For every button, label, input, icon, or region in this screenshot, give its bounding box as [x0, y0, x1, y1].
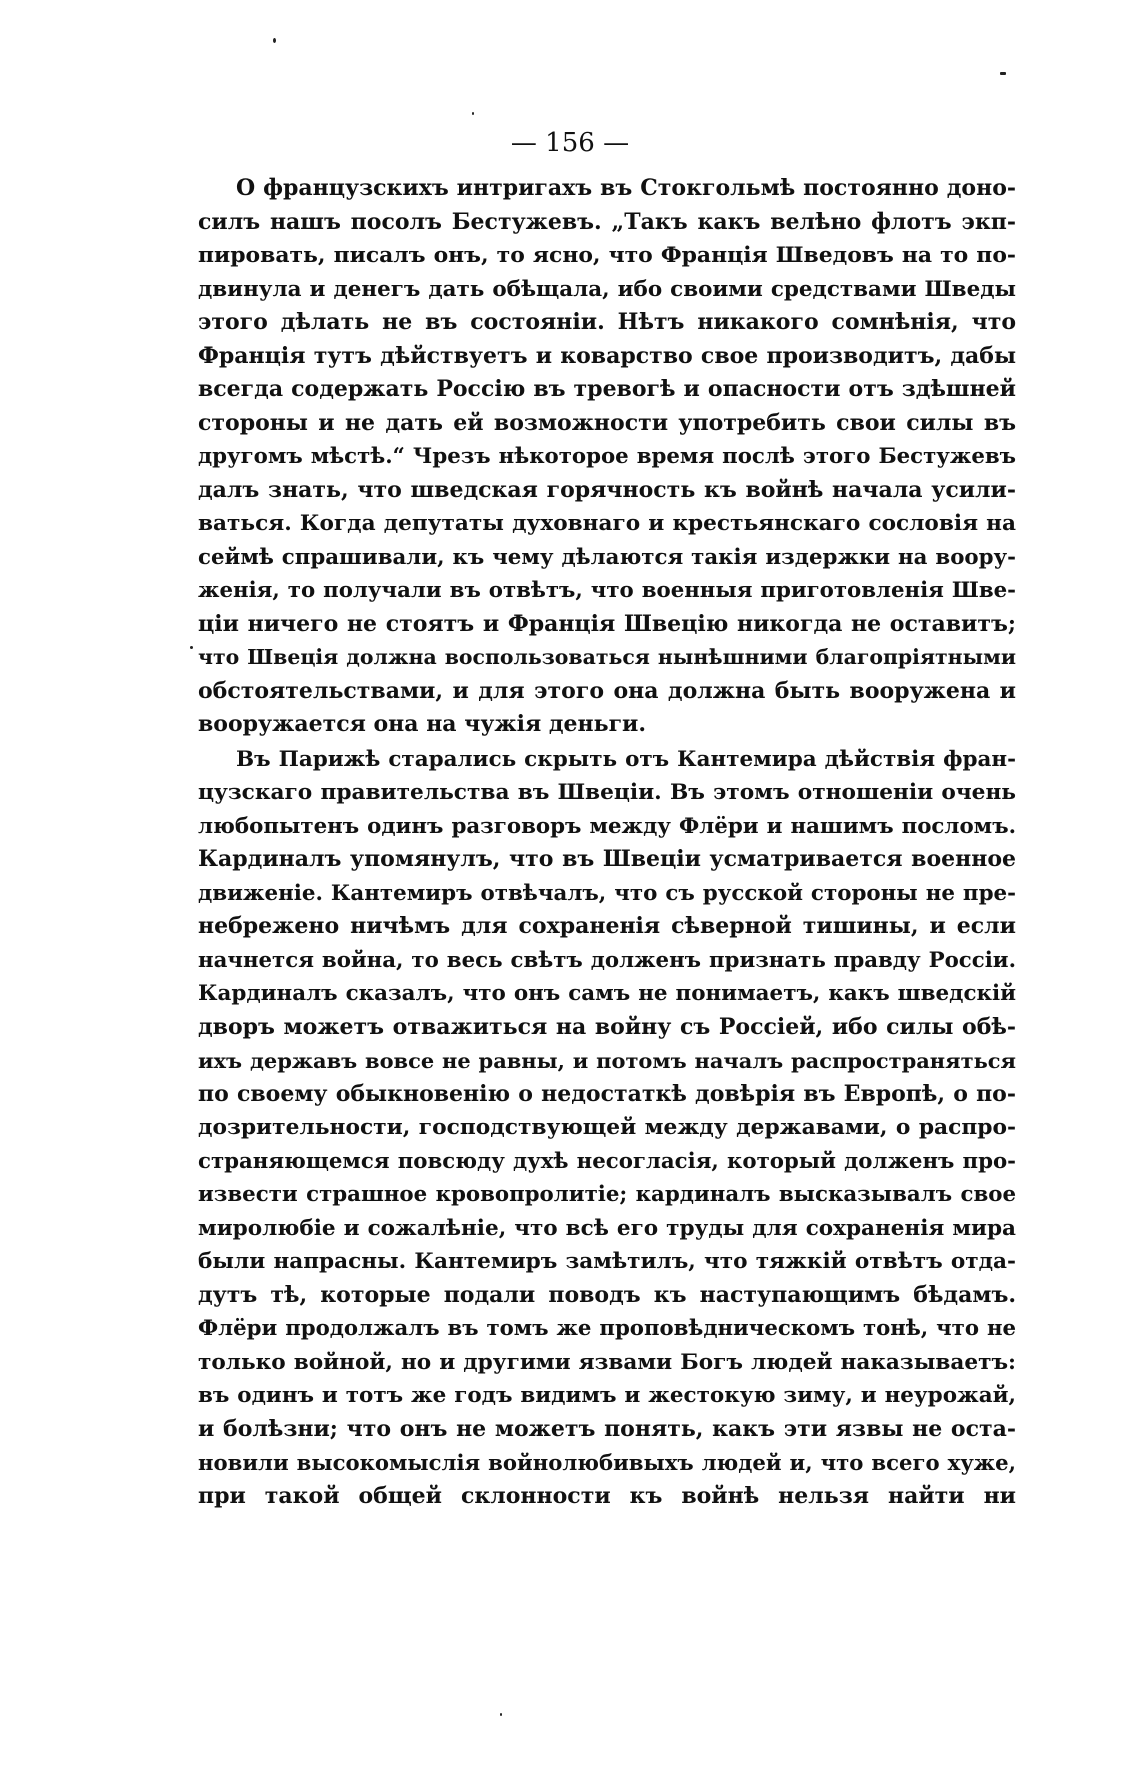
scan-speck — [190, 646, 193, 649]
text-line: страняющемся повсюду духѣ несогласія, который долженъ про- — [198, 1148, 1016, 1174]
text-line: вооружается она на чужія деньги. — [198, 711, 647, 737]
body-text — [198, 172, 1016, 1513]
text-line: дутъ тѣ, которые подали поводъ къ наступающимъ бѣдамъ. — [198, 1281, 1016, 1308]
text-line: женія, то получали въ отвѣтъ, что военныя приготовленія Шве- — [198, 578, 1016, 603]
text-line: сеймѣ спрашивали, къ чему дѣлаются такія издержки на воору- — [198, 544, 1016, 570]
text-line: стороны и не дать ей возможности употребить свои силы въ — [198, 409, 1016, 436]
scan-speck — [472, 112, 474, 115]
paragraph-2 — [198, 743, 1016, 1514]
text-line: Кардиналъ упомянулъ, что въ Швеціи усматривается военное — [198, 846, 1016, 872]
scan-speck — [273, 38, 276, 43]
text-line: другомъ мѣстѣ.“ Чрезъ нѣкоторое время послѣ этого Бестужевъ — [198, 444, 1016, 469]
text-line: Кардиналъ сказалъ, что онъ самъ не понимаетъ, какъ шведскій — [198, 981, 1016, 1006]
text-line: начнется война, то весь свѣтъ долженъ признать правду Россіи. — [198, 947, 1016, 973]
text-line: силъ нашъ посолъ Бестужевъ. „Такъ какъ велѣно флотъ экп- — [198, 208, 1016, 235]
text-line: цузскаго правительства въ Швеціи. Въ этомъ отношеніи очень — [198, 780, 1016, 805]
text-line: по своему обыкновенію о недостаткѣ довѣрія въ Европѣ, о по- — [198, 1080, 1016, 1107]
text-line: далъ знать, что шведская горячность къ войнѣ начала усили- — [198, 476, 1016, 503]
text-line: ваться. Когда депутаты духовнаго и крестьянскаго сословія на — [198, 511, 1016, 536]
page-number: — 156 — — [510, 128, 630, 158]
text-line: любопытенъ одинъ разговоръ между Флёри и нашимъ посломъ. — [198, 813, 1016, 839]
scan-speck — [500, 1713, 502, 1716]
text-line: пировать, писалъ онъ, то ясно, что Франція Шведовъ на то по- — [198, 242, 1016, 268]
scan-speck — [1000, 72, 1006, 75]
text-line: были напрасны. Кантемиръ замѣтилъ, что тяжкій отвѣтъ отда- — [198, 1249, 1016, 1274]
text-line: дворъ можетъ отважиться на войну съ Россіей, ибо силы обѣ- — [198, 1013, 1016, 1040]
paragraph-1 — [198, 172, 1016, 742]
text-line: дозрительности, господствующей между державами, о распро- — [198, 1115, 1016, 1140]
text-line: ціи ничего не стоятъ и Франція Швецію никогда не оставитъ; — [198, 610, 1016, 637]
text-line: всегда содержать Россію въ тревогѣ и опасности отъ здѣшней — [198, 376, 1016, 402]
text-line: двинула и денегъ дать обѣщала, ибо своими средствами Шведы — [198, 276, 1016, 302]
text-line: извести страшное кровопролитіе; кардиналъ высказывалъ свое — [198, 1182, 1016, 1207]
text-line: при такой общей склонности къ войнѣ нельзя найти ни — [198, 1482, 1016, 1509]
text-line: Въ Парижѣ старались скрыть отъ Кантемира дѣйствія фран- — [236, 746, 1016, 772]
text-line: Флёри продолжалъ въ томъ же проповѣдническомъ тонѣ, что не — [198, 1316, 1016, 1341]
text-line: Франція тутъ дѣйствуетъ и коварство свое производитъ, дабы — [198, 342, 1016, 369]
text-line: только войной, но и другими язвами Богъ людей наказываетъ: — [198, 1349, 1016, 1375]
text-line: новили высокомыслія войнолюбивыхъ людей и, что всего хуже, — [198, 1450, 1016, 1475]
text-line: что Швеція должна воспользоваться нынѣшними благопріятными — [198, 645, 1016, 669]
text-line: въ одинъ и тотъ же годъ видимъ и жестокую зиму, и неурожай, — [198, 1383, 1016, 1408]
text-line: миролюбіе и сожалѣніе, что всѣ его труды для сохраненія мира — [198, 1215, 1016, 1241]
text-line: этого дѣлать не въ состояніи. Нѣтъ никакого сомнѣнія, что — [198, 309, 1016, 335]
text-line: и болѣзни; что онъ не можетъ понять, какъ эти язвы не оста- — [198, 1415, 1016, 1442]
text-line: движеніе. Кантемиръ отвѣчалъ, что съ русской стороны не пре- — [198, 880, 1016, 906]
text-line: ихъ державъ вовсе не равны, и потомъ началъ распространяться — [198, 1048, 1016, 1073]
text-line: обстоятельствами, и для этого она должна быть вооружена и — [198, 677, 1016, 704]
text-line: небрежено ничѣмъ для сохраненія сѣверной тишины, и если — [198, 913, 1016, 939]
text-line: О французскихъ интригахъ въ Стокгольмѣ постоянно доно- — [236, 175, 1016, 201]
